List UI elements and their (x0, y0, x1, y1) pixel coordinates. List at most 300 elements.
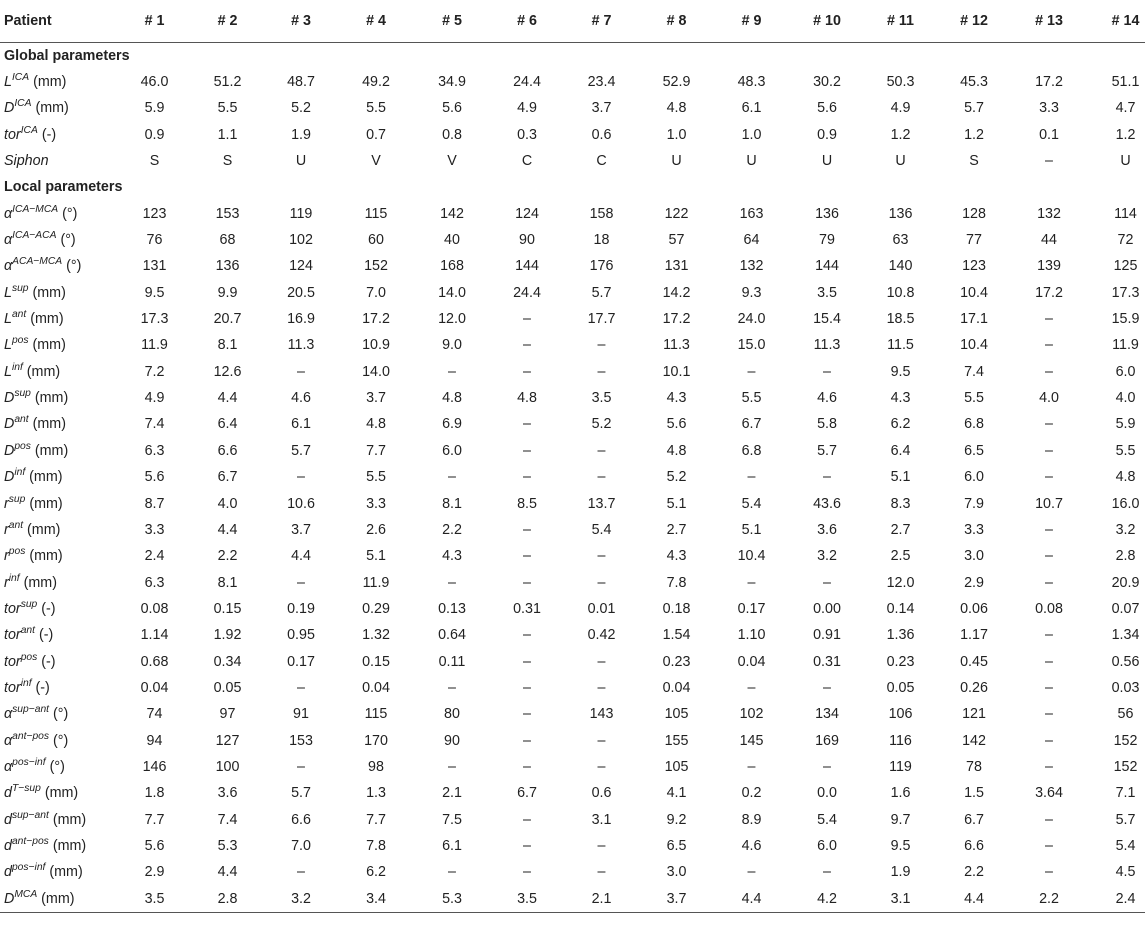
value-cell: 168 (440, 258, 464, 275)
parameter-superscript: ICA−ACA (12, 230, 57, 242)
value-cell: 102 (289, 232, 313, 249)
value-cell: 79 (819, 232, 835, 249)
value-cell: 136 (815, 205, 839, 222)
value-cell: – (523, 627, 531, 644)
value-cell: 0.1 (1039, 126, 1059, 143)
value-cell: U (821, 153, 833, 170)
value-cell: 0.13 (438, 600, 466, 617)
value-cell: – (523, 758, 531, 775)
value-cell: 1.17 (960, 627, 988, 644)
patient-number-header: # 10 (789, 0, 865, 42)
value-cell: 2.5 (890, 548, 911, 565)
value-cell: 11.3 (287, 337, 315, 354)
value-cell: 0.15 (213, 600, 242, 617)
value-cell: – (597, 758, 606, 775)
table-row (0, 701, 1145, 727)
value-cell: 5.5 (366, 100, 386, 117)
value-cell: 0.04 (662, 679, 691, 696)
parameter-superscript: ant (14, 414, 29, 426)
table-row (0, 622, 1145, 648)
value-cell: – (1045, 153, 1053, 170)
value-cell: 10.4 (737, 548, 766, 565)
value-cell: 3.3 (1039, 100, 1059, 117)
value-cell: 4.5 (1115, 864, 1136, 881)
value-cell: 50.3 (886, 74, 915, 91)
value-cell: 3.6 (217, 785, 238, 802)
value-cell: 20.5 (287, 284, 315, 301)
parameter-unit: (°) (66, 258, 82, 275)
value-cell: 3.2 (264, 886, 338, 913)
value-cell: 7.4 (144, 416, 165, 433)
value-cell: 6.7 (964, 811, 984, 828)
patient-number-header: # 6 (490, 0, 564, 42)
parameter-label (0, 332, 118, 358)
parameter-superscript: pos (14, 441, 31, 453)
value-cell: 7.5 (442, 811, 462, 828)
parameter-label (0, 859, 118, 885)
value-cell: S (149, 153, 160, 170)
value-cell: 2.2 (442, 521, 462, 538)
value-cell: 0.23 (886, 653, 915, 670)
value-cell: 0.05 (213, 679, 242, 696)
value-cell: 4.4 (936, 886, 1012, 913)
parameter-unit: (-) (41, 653, 56, 670)
value-cell: 7.8 (666, 574, 687, 591)
parameter-symbol: D (4, 100, 15, 117)
value-cell: 0.34 (213, 653, 242, 670)
parameter-symbol: tor (4, 600, 21, 617)
parameter-unit: (mm) (52, 811, 87, 828)
table-row (0, 438, 1145, 464)
value-cell: 8.1 (442, 495, 462, 512)
value-cell: 6.7 (517, 785, 537, 802)
value-cell: 145 (739, 732, 764, 749)
value-cell: 16.0 (1111, 495, 1140, 512)
parameter-unit: (mm) (52, 837, 87, 854)
value-cell: 17.2 (662, 311, 691, 328)
value-cell: 2.1 (564, 886, 639, 913)
value-cell: – (597, 837, 606, 854)
parameter-superscript: pos−inf (12, 757, 46, 769)
value-cell: 5.4 (591, 521, 612, 538)
section-header-row (0, 174, 1145, 200)
value-cell: 0.08 (140, 600, 169, 617)
value-cell: 6.6 (291, 811, 311, 828)
value-cell: – (523, 837, 531, 854)
parameter-label (0, 780, 118, 806)
value-cell: 2.7 (666, 521, 687, 538)
parameter-unit: (mm) (33, 74, 67, 91)
value-cell: 10.8 (886, 284, 915, 301)
value-cell: 1.34 (1111, 627, 1140, 644)
value-cell: – (523, 706, 531, 723)
value-cell: 0.0 (817, 785, 837, 802)
value-cell: 23.4 (587, 74, 616, 91)
value-cell: 6.1 (741, 100, 762, 117)
patient-number-header: # 14 (1086, 0, 1145, 42)
value-cell: 5.1 (890, 469, 911, 486)
value-cell: 0.18 (662, 600, 691, 617)
value-cell: 2.9 (964, 574, 984, 591)
value-cell: – (597, 337, 606, 354)
value-cell: 1.2 (1115, 126, 1136, 143)
value-cell: 64 (743, 232, 760, 249)
value-cell: U (895, 153, 906, 170)
value-cell: 5.5 (741, 390, 762, 407)
value-cell: 136 (215, 258, 240, 275)
value-cell: 1.54 (662, 627, 691, 644)
value-cell: 5.9 (1115, 416, 1136, 433)
parameter-label (0, 280, 118, 306)
value-cell: 153 (215, 205, 240, 222)
value-cell: 9.3 (741, 284, 762, 301)
value-cell: – (1045, 837, 1053, 854)
value-cell: 4.2 (789, 886, 865, 913)
value-cell: – (1045, 363, 1053, 380)
value-cell: – (1045, 416, 1053, 433)
value-cell: 11.5 (887, 337, 914, 354)
parameter-superscript: sup (11, 283, 29, 294)
value-cell: – (1045, 574, 1053, 591)
table-row (0, 411, 1145, 437)
value-cell: 6.4 (217, 416, 238, 433)
value-cell: 3.2 (1115, 521, 1136, 538)
value-cell: U (671, 153, 682, 170)
value-cell: 121 (962, 706, 986, 723)
value-cell: 6.3 (144, 574, 165, 591)
value-cell: 2.6 (366, 521, 386, 538)
value-cell: – (297, 574, 305, 591)
value-cell: 10.7 (1035, 495, 1063, 512)
value-cell: 114 (1114, 205, 1137, 222)
parameter-unit: (mm) (35, 100, 69, 117)
patient-number-header: # 13 (1012, 0, 1086, 42)
parameter-symbol: α (4, 232, 13, 249)
value-cell: 5.2 (591, 416, 612, 433)
value-cell: 0.11 (438, 653, 466, 670)
value-cell: 5.6 (442, 100, 462, 117)
parameter-superscript: MCA (14, 888, 38, 900)
value-cell: 5.1 (666, 495, 687, 512)
value-cell: – (823, 469, 831, 486)
value-cell: 9.5 (890, 837, 911, 854)
value-cell: 17.2 (1035, 284, 1063, 301)
parameter-symbol: tor (4, 126, 21, 143)
value-cell: 3.5 (118, 886, 191, 913)
value-cell: 5.5 (964, 390, 984, 407)
value-cell: 0.68 (140, 653, 169, 670)
value-cell: 3.4 (338, 886, 414, 913)
parameter-unit: (-) (41, 600, 56, 617)
value-cell: V (447, 153, 457, 170)
parameter-unit: (°) (53, 706, 69, 723)
value-cell: 18 (593, 232, 610, 249)
value-cell: 119 (889, 758, 912, 775)
value-cell: 7.2 (144, 363, 165, 380)
value-cell: 6.6 (964, 837, 984, 854)
value-cell: 125 (1113, 258, 1138, 275)
value-cell: 3.7 (639, 886, 714, 913)
value-cell: 57 (668, 232, 685, 249)
value-cell: 11.9 (1112, 337, 1139, 354)
table-row (0, 385, 1145, 411)
value-cell: 0.15 (362, 653, 390, 670)
value-cell: 97 (219, 706, 236, 723)
value-cell: 6.0 (964, 469, 984, 486)
parameter-symbol: r (4, 521, 9, 538)
parameter-symbol: L (4, 363, 12, 380)
value-cell: 115 (364, 205, 388, 222)
value-cell: – (597, 363, 606, 380)
parameter-superscript: pos−inf (11, 862, 46, 874)
parameter-unit: (-) (35, 679, 50, 696)
parameter-superscript: ICA (20, 124, 38, 136)
value-cell: 1.0 (666, 126, 687, 143)
value-cell: 4.8 (1115, 469, 1136, 486)
table-row (0, 727, 1145, 753)
value-cell: 0.6 (591, 785, 612, 802)
parameter-unit: (-) (41, 126, 57, 143)
value-cell: 49.2 (362, 74, 390, 91)
parameter-unit: (mm) (30, 311, 64, 328)
value-cell: 6.2 (890, 416, 911, 433)
value-cell: 170 (364, 732, 388, 749)
table-row (0, 806, 1145, 832)
value-cell: 144 (815, 258, 839, 275)
parameter-symbol: d (4, 785, 12, 802)
value-cell: 7.0 (366, 284, 386, 301)
value-cell: 44 (1041, 232, 1057, 249)
value-cell: 5.7 (964, 100, 984, 117)
parameter-label (0, 201, 118, 227)
parameter-label (0, 648, 118, 674)
parameter-symbol: d (4, 837, 12, 854)
value-cell: 5.5 (217, 100, 238, 117)
parameter-label (0, 490, 118, 516)
value-cell: 3.1 (865, 886, 936, 913)
value-cell: – (297, 469, 305, 486)
patient-column-header: Patient (0, 0, 118, 42)
table-row (0, 675, 1145, 701)
value-cell: – (297, 363, 305, 380)
parameter-superscript: ICA−MCA (12, 203, 59, 215)
value-cell: 46.0 (140, 74, 169, 91)
value-cell: 116 (889, 732, 912, 749)
value-cell: 5.7 (591, 284, 612, 301)
patient-number-header: # 4 (338, 0, 414, 42)
parameter-superscript: ICA (14, 98, 32, 110)
parameter-symbol: D (4, 442, 15, 459)
value-cell: 6.7 (741, 416, 762, 433)
value-cell: 5.7 (1115, 811, 1136, 828)
value-cell: 7.7 (366, 442, 386, 459)
value-cell: – (823, 758, 831, 775)
value-cell: – (823, 574, 831, 591)
value-cell: 6.9 (442, 416, 462, 433)
value-cell: 4.6 (741, 837, 762, 854)
value-cell: 146 (142, 758, 167, 775)
value-cell: 0.2 (741, 785, 762, 802)
value-cell: 105 (664, 758, 689, 775)
value-cell: – (1045, 521, 1053, 538)
parameter-symbol: D (4, 890, 15, 907)
parameter-unit: (°) (62, 205, 78, 222)
parameter-unit: (mm) (32, 416, 66, 433)
value-cell: – (747, 864, 756, 881)
parameter-symbol: r (4, 548, 9, 565)
table-row (0, 201, 1145, 227)
value-cell: 90 (519, 232, 535, 249)
value-cell: 11.3 (663, 337, 690, 354)
parameter-symbol: Siphon (4, 153, 49, 170)
value-cell: 91 (293, 706, 309, 723)
parameter-superscript: ACA−MCA (12, 256, 63, 268)
value-cell: – (523, 442, 531, 459)
value-cell: – (747, 679, 756, 696)
parameter-label (0, 385, 118, 411)
value-cell: 100 (215, 758, 240, 775)
parameter-label (0, 69, 118, 95)
value-cell: 4.4 (217, 390, 238, 407)
value-cell: 136 (888, 205, 913, 222)
value-cell: 3.5 (490, 886, 564, 913)
parameter-superscript: pos (8, 546, 26, 558)
value-cell: 9.9 (217, 284, 238, 301)
value-cell: 8.7 (144, 495, 165, 512)
value-cell: 12.0 (438, 311, 466, 328)
value-cell: – (1045, 469, 1053, 486)
parameter-unit: (mm) (34, 390, 69, 407)
table-row (0, 754, 1145, 780)
value-cell: 1.5 (964, 785, 984, 802)
parameter-label (0, 754, 118, 780)
value-cell: 78 (966, 758, 982, 775)
table-row (0, 464, 1145, 490)
value-cell: 6.1 (442, 837, 462, 854)
patient-number-header: # 8 (639, 0, 714, 42)
value-cell: 3.6 (817, 521, 837, 538)
parameter-label (0, 886, 118, 913)
patient-number-header: # 11 (865, 0, 936, 42)
value-cell: 128 (962, 205, 986, 222)
value-cell: – (597, 653, 606, 670)
parameter-label (0, 622, 118, 648)
value-cell: 2.8 (191, 886, 264, 913)
value-cell: 0.06 (960, 600, 988, 617)
parameter-superscript: inf (11, 362, 23, 374)
parameter-label (0, 227, 118, 253)
value-cell: – (523, 864, 531, 881)
parameter-unit: (mm) (26, 363, 61, 380)
value-cell: 3.3 (144, 521, 165, 538)
parameter-superscript: ant (11, 309, 27, 321)
value-cell: 0.56 (1111, 653, 1140, 670)
value-cell: 119 (289, 205, 313, 222)
table-row (0, 833, 1145, 859)
parameter-label (0, 253, 118, 279)
header-row (0, 0, 1145, 42)
value-cell: 11.9 (362, 574, 390, 591)
value-cell: 0.31 (513, 600, 541, 617)
value-cell: 1.2 (964, 126, 984, 143)
parameter-unit: (mm) (32, 284, 66, 301)
parameter-superscript: ant−pos (12, 730, 50, 742)
value-cell: 7.1 (1115, 785, 1136, 802)
value-cell: 143 (589, 706, 614, 723)
value-cell: 11.9 (141, 337, 168, 354)
parameter-superscript: sup (8, 493, 26, 505)
value-cell: 10.4 (960, 337, 988, 354)
parameter-superscript: pos (11, 335, 29, 347)
value-cell: 6.5 (964, 442, 984, 459)
value-cell: 2.2 (964, 864, 984, 881)
parameter-superscript: sup (14, 388, 31, 400)
parameter-unit: (mm) (27, 521, 61, 538)
table-row (0, 253, 1145, 279)
parameter-symbol: r (4, 574, 9, 591)
value-cell: 5.2 (666, 469, 687, 486)
value-cell: 152 (1113, 732, 1138, 749)
value-cell: 30.2 (813, 74, 841, 91)
parameter-superscript: sup−ant (11, 809, 49, 821)
value-cell: – (1045, 337, 1053, 354)
value-cell: 127 (215, 732, 240, 749)
value-cell: – (448, 363, 456, 380)
value-cell: 176 (589, 258, 614, 275)
value-cell: 6.3 (144, 442, 165, 459)
parameter-unit: (mm) (34, 442, 69, 459)
value-cell: S (969, 153, 979, 170)
value-cell: 3.2 (817, 548, 837, 565)
value-cell: 4.4 (291, 548, 311, 565)
value-cell: – (523, 574, 531, 591)
value-cell: 102 (739, 706, 764, 723)
value-cell: – (597, 679, 606, 696)
value-cell: 13.7 (587, 495, 616, 512)
table-row (0, 122, 1145, 148)
patient-number-header: # 2 (191, 0, 264, 42)
value-cell: 4.7 (1115, 100, 1136, 117)
parameter-symbol: tor (4, 653, 21, 670)
table-row (0, 332, 1145, 358)
parameter-symbol: α (4, 706, 13, 723)
value-cell: – (523, 653, 531, 670)
value-cell: 94 (146, 732, 163, 749)
value-cell: 52.9 (662, 74, 691, 91)
value-cell: 6.4 (890, 442, 911, 459)
value-cell: 0.17 (737, 600, 766, 617)
value-cell: 9.5 (144, 284, 165, 301)
section-title: Local parameters (4, 179, 123, 196)
value-cell: 3.7 (591, 100, 612, 117)
value-cell: – (1045, 732, 1053, 749)
value-cell: 4.8 (666, 442, 687, 459)
value-cell: 17.3 (1111, 284, 1140, 301)
parameter-unit: (°) (53, 732, 69, 749)
value-cell: 0.3 (517, 126, 537, 143)
value-cell: 105 (664, 706, 689, 723)
value-cell: 139 (1037, 258, 1061, 275)
value-cell: – (448, 574, 456, 591)
parameter-label (0, 569, 118, 595)
value-cell: – (747, 758, 756, 775)
parameter-label (0, 806, 118, 832)
value-cell: 56 (1117, 706, 1134, 723)
value-cell: – (747, 469, 756, 486)
value-cell: 153 (289, 732, 313, 749)
value-cell: 4.0 (217, 495, 238, 512)
value-cell: 68 (219, 232, 236, 249)
